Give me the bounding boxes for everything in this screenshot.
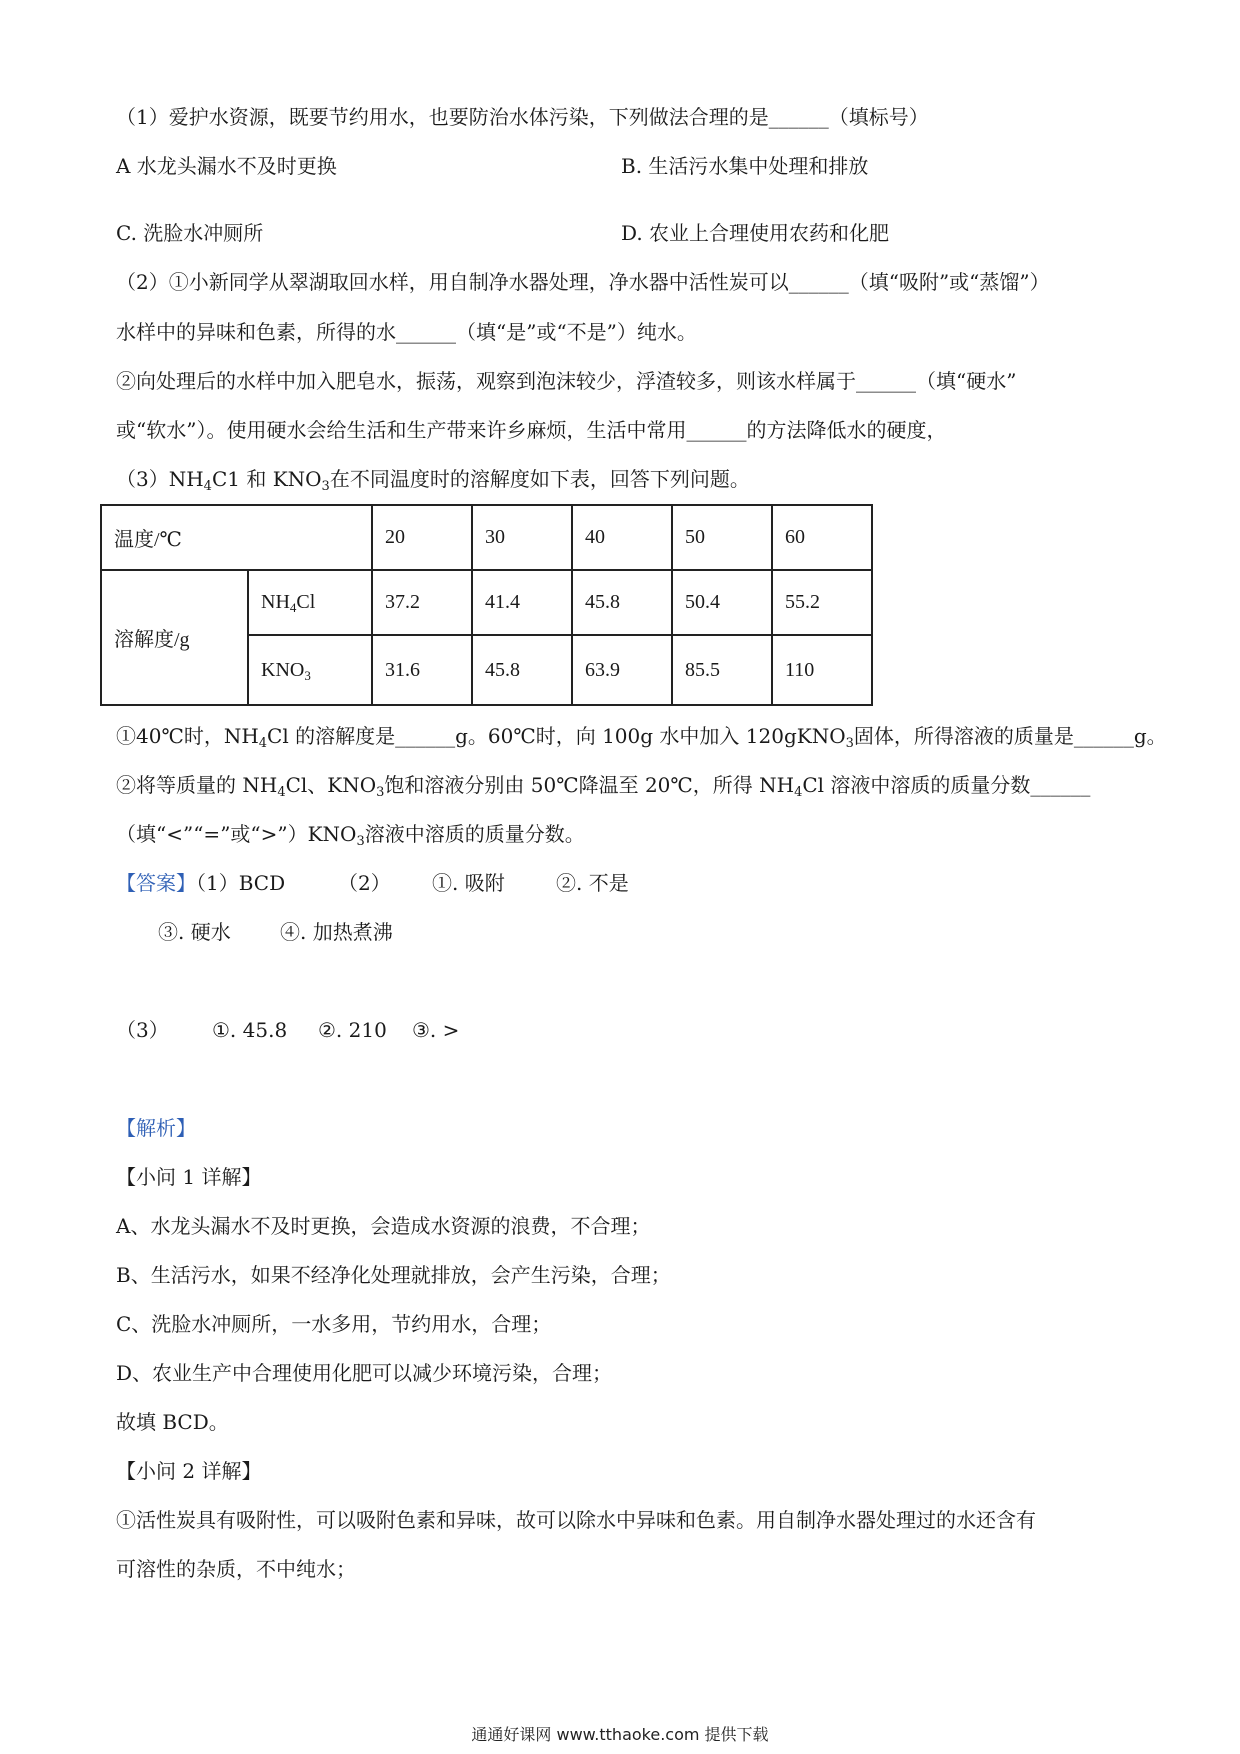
analysis-tag: 【解析】 (116, 1116, 196, 1140)
nh4cl-label-cell: $NH_4Cl$ (248, 570, 372, 635)
answer-q2-1: ①. 吸附 (432, 871, 505, 895)
kno3-value-cell: 45.8 (472, 635, 572, 705)
answer-q3-1: ①. 45.8 (212, 1018, 288, 1042)
q2-line-3: ②向处理后的水样中加入肥皂水，振荡，观察到泡沫较少，浮渣较多，则该水样属于______（填“硬水” (116, 369, 1017, 393)
temp-cell: 50 (672, 505, 772, 570)
kno3-value-cell: 31.6 (372, 635, 472, 705)
q1-option-b: B. 生活污水集中处理和排放 (621, 154, 869, 178)
analysis-line: ①活性炭具有吸附性，可以吸附色素和异味，故可以除水中异味和色素。用自制净水器处理过的水还含有 (116, 1508, 1036, 1532)
analysis-line: A、水龙头漏水不及时更换，会造成水资源的浪费，不合理； (116, 1214, 651, 1238)
kno3-label-cell: $KNO_3$ (248, 635, 372, 705)
q2-line-4: 或“软水”）。使用硬水会给生活和生产带来许乡麻烦，生活中常用______的方法降低水的硬度， (116, 418, 947, 442)
temp-cell: 20 (372, 505, 472, 570)
q1-stem: （1）爱护水资源，既要节约用水，也要防治水体污染，下列做法合理的是______（填标号） (116, 105, 929, 129)
answer-line-1: 【答案】（1）BCD (116, 871, 286, 895)
solubility-label-cell: 溶解度/g (101, 570, 248, 705)
answer-tag: 【答案】 (116, 871, 196, 895)
q3-line-2: ②将等质量的 $NH_4Cl$、$KNO_3$饱和溶液分别由 50℃降温至 20℃，所得 $NH_4Cl$ 溶液中溶质的质量分数______ (116, 773, 1091, 800)
q1-option-d: D. 农业上合理使用农药和化肥 (621, 221, 890, 245)
kno3-value-cell: 85.5 (672, 635, 772, 705)
analysis-line: C、洗脸水冲厕所，一水多用，节约用水，合理； (116, 1312, 552, 1336)
nh4cl-value-cell: 45.8 (572, 570, 672, 635)
analysis-line: 可溶性的杂质，不中纯水； (116, 1557, 356, 1581)
nh4cl-value-cell: 41.4 (472, 570, 572, 635)
q3-line-1: ①40℃时，$NH_4Cl$ 的溶解度是______g。60℃时，向 100g 水中加入 120gKNO$_3$固体，所得溶液的质量是______g。 (116, 724, 1167, 751)
q3-intro: $(3)NH_4C1$ 和 $KNO_3$在不同温度时的溶解度如下表，回答下列问题。 (116, 467, 750, 494)
kno3-value-cell: 63.9 (572, 635, 672, 705)
answer-q3-3: ③. > (412, 1018, 460, 1042)
table-row (101, 570, 872, 635)
analysis-line: D、农业生产中合理使用化肥可以减少环境污染，合理； (116, 1361, 613, 1385)
answer-q3-2: ②. 210 (318, 1018, 387, 1042)
answer-q2-4: ④. 加热煮沸 (280, 920, 393, 944)
temp-cell: 40 (572, 505, 672, 570)
page-footer: 通通好课网 www.tthaoke.com 提供下载 (471, 1725, 769, 1744)
answer-q2-label: （2） (338, 871, 391, 895)
q1-option-c: C. 洗脸水冲厕所 (116, 221, 264, 245)
temp-cell: 60 (772, 505, 872, 570)
temp-cell: 30 (472, 505, 572, 570)
q3-line-3: （填“<”“=”或“$>”)KNO_3$溶液中溶质的质量分数。 (116, 822, 585, 849)
answer-q2-3: ③. 硬水 (158, 920, 231, 944)
answer-q2-2: ②. 不是 (556, 871, 629, 895)
solubility-table (100, 504, 873, 706)
analysis-sub1-heading: 【小问 1 详解】 (116, 1165, 262, 1189)
answer-q3-label: （3） (116, 1018, 169, 1042)
temp-label-cell: 温度/℃ (101, 505, 372, 570)
nh4cl-value-cell: 37.2 (372, 570, 472, 635)
nh4cl-value-cell: 50.4 (672, 570, 772, 635)
analysis-line: B、生活污水，如果不经净化处理就排放，会产生污染，合理； (116, 1263, 671, 1287)
kno3-value-cell: 110 (772, 635, 872, 705)
analysis-line: 故填 BCD。 (116, 1410, 229, 1434)
analysis-sub2-heading: 【小问 2 详解】 (116, 1459, 262, 1483)
q2-line-1: （2）①小新同学从翠湖取回水样，用自制净水器处理，净水器中活性炭可以______（填“吸附”或“蒸馏”） (116, 270, 1050, 294)
table-row (101, 505, 872, 570)
nh4cl-value-cell: 55.2 (772, 570, 872, 635)
q1-option-a: A 水龙头漏水不及时更换 (116, 154, 337, 178)
q2-line-2: 水样中的异味和色素，所得的水______（填“是”或“不是”）纯水。 (116, 320, 697, 344)
